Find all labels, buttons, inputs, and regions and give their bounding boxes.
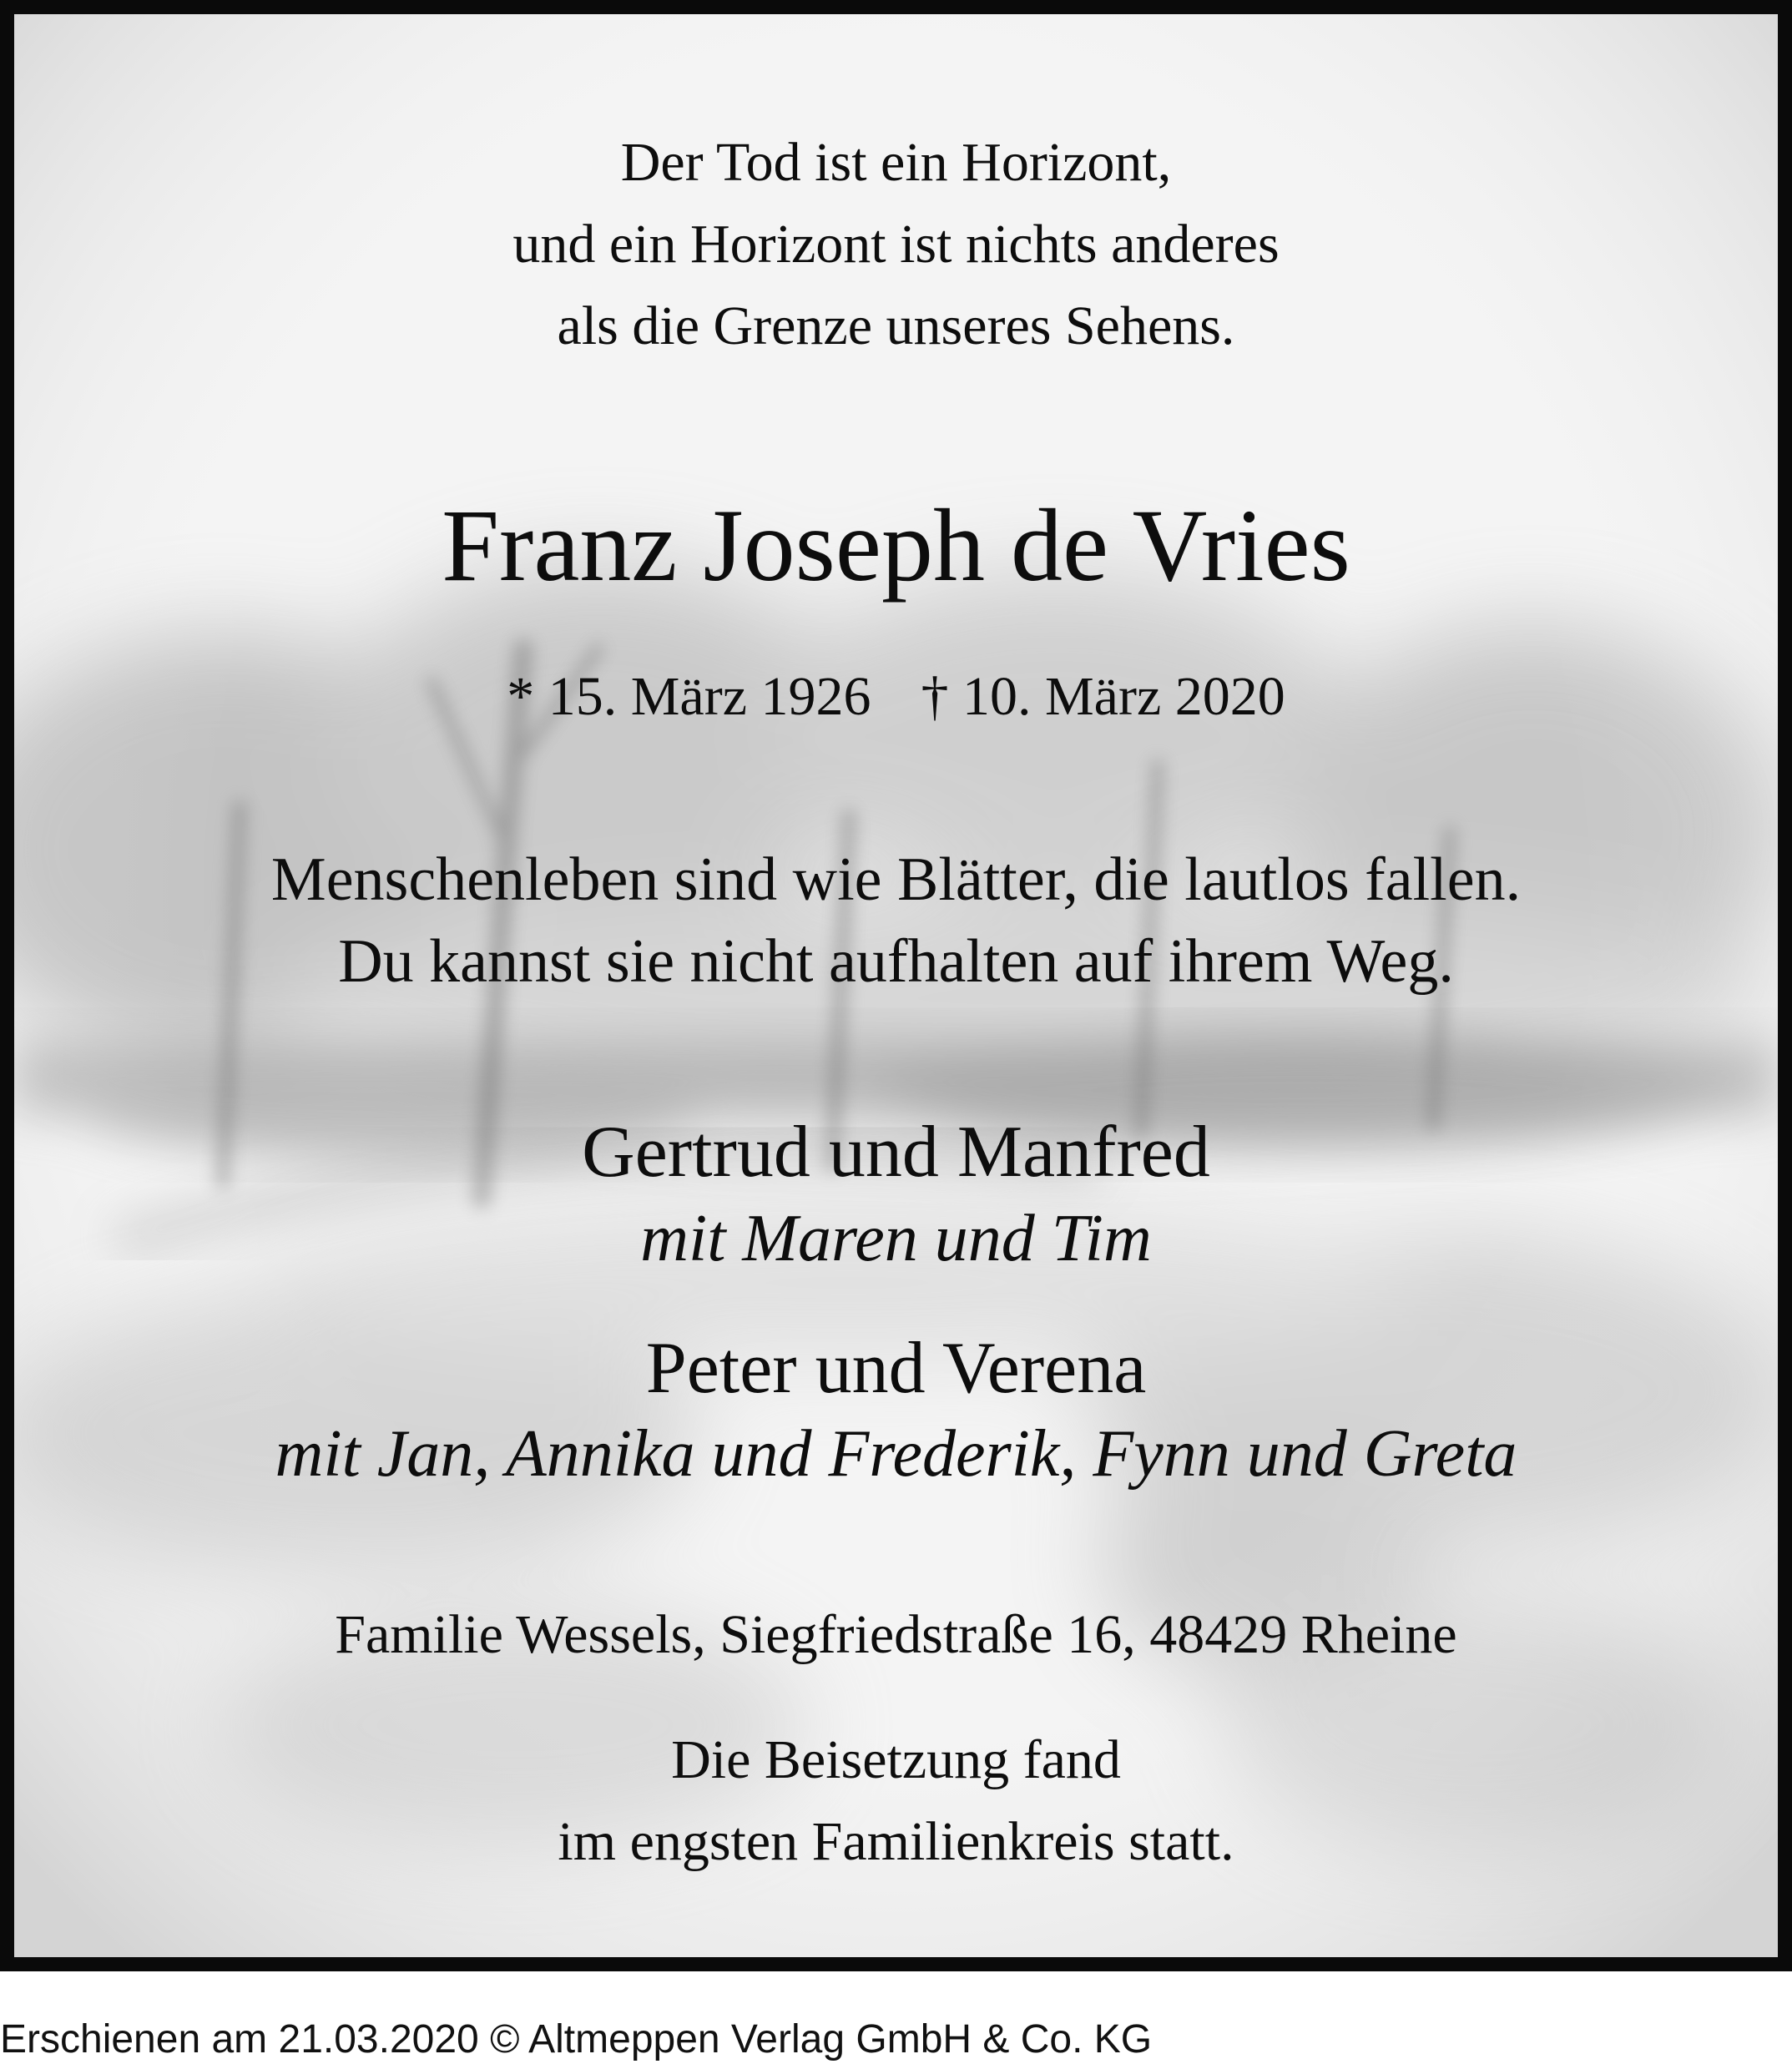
burial-line-2: im engsten Familienkreis statt. xyxy=(558,1811,1234,1872)
deceased-name: Franz Joseph de Vries xyxy=(442,488,1350,603)
burial-line-1: Die Beisetzung fand xyxy=(671,1729,1121,1790)
mourner-names-2: Peter und Verena xyxy=(645,1328,1147,1409)
obituary-content xyxy=(14,14,1778,1957)
family-address: Familie Wessels, Siegfriedstraße 16, 48429 Rheine xyxy=(335,1604,1457,1665)
life-dates xyxy=(14,665,1778,729)
mourner-with-2: mit Jan, Annika und Frederik, Fynn und Greta xyxy=(275,1417,1517,1491)
poem-line-2: und ein Horizont ist nichts anderes xyxy=(512,214,1280,275)
poem-line-1: Der Tod ist ein Horizont, xyxy=(620,132,1172,193)
mourner-with-1: mit Maren und Tim xyxy=(640,1202,1152,1275)
publication-footer: Erschienen am 21.03.2020 © Altmeppen Verlag GmbH & Co. KG xyxy=(0,2017,1153,2061)
verse-line-2: Du kannst sie nicht aufhalten auf ihrem Weg. xyxy=(338,927,1454,996)
birth-date: * 15. März 1926 xyxy=(507,666,871,727)
death-date: † 10. März 2020 xyxy=(921,666,1285,727)
mourner-names-1: Gertrud und Manfred xyxy=(582,1112,1210,1193)
verse-line-1: Menschenleben sind wie Blätter, die lautlos fallen. xyxy=(270,845,1522,914)
poem-line-3: als die Grenze unseres Sehens. xyxy=(557,295,1235,356)
